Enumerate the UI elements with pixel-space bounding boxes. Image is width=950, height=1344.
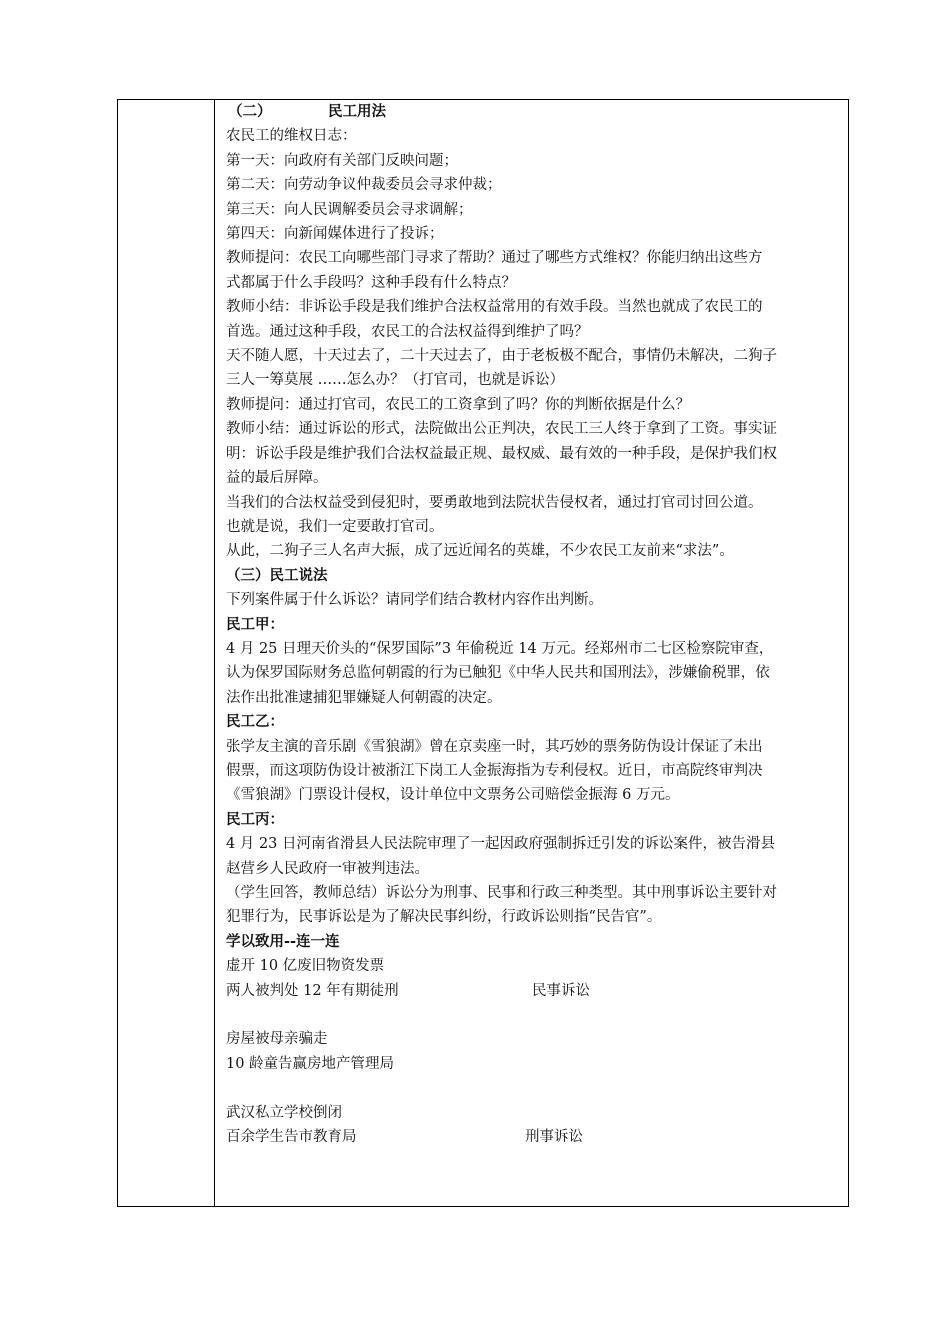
left-column (118, 100, 215, 1206)
summary-line-1: （学生回答，教师总结）诉讼分为刑事、民事和行政三种类型。其中刑事诉讼主要针对 (226, 885, 777, 901)
teacher-summary-2-line-1: 教师小结：通过诉讼的形式，法院做出公正判决，农民工三人终于拿到了工资。事实证 (226, 421, 777, 438)
match-group-3-line-2: 百余学生告市教育局 (226, 1129, 357, 1146)
day-3: 第三天：向人民调解委员会寻求调解； (226, 201, 473, 218)
rights-line-2: 也就是说，我们一定要敢打官司。 (226, 518, 444, 535)
section-2-heading (226, 100, 844, 124)
teacher-question-1-line-1: 教师提问：农民工向哪些部门寻求了帮助？通过了哪些方式维权？你能归纳出这些方 (226, 250, 763, 267)
match-option-criminal: 刑事诉讼 (525, 1129, 583, 1146)
case-c-line-2: 赵营乡人民政府一审被判违法。 (226, 860, 429, 877)
match-option-civil: 民事诉讼 (532, 982, 590, 999)
case-a-line-1: 4 月 25 日理天价头的“保罗国际”3 年偷税近 14 万元。经郑州市二七区检察院审查， (226, 640, 774, 657)
lesson-content (226, 100, 844, 1149)
section-2-title: 民工用法 (328, 103, 386, 120)
match-group-2-line-1: 房屋被母亲骗走 (226, 1031, 328, 1048)
match-group-1-line-1: 虚开 10 亿废旧物资发票 (226, 958, 385, 975)
teacher-summary-2-line-2: 明：诉讼手段是维护我们合法权益最正规、最权威、最有效的一种手段，是保护我们权 (226, 445, 777, 462)
day-4: 第四天：向新闻媒体进行了投诉； (226, 226, 444, 243)
case-b-line-1: 张学友主演的音乐剧《雪狼湖》曾在京卖座一时，其巧妙的票务防伪设计保证了未出 (226, 738, 763, 755)
case-b-line-2: 假票，而这项防伪设计被浙江下岗工人金振海指为专利侵权。近日，市高院终审判决 (226, 762, 763, 779)
section-2-number: （二） (228, 103, 272, 120)
match-group-3-line-1: 武汉私立学校倒闭 (226, 1104, 342, 1121)
rights-line-1: 当我们的合法权益受到侵犯时，要勇敢地到法院状告侵权者，通过打官司讨回公道。 (226, 494, 763, 511)
lesson-table (117, 99, 849, 1207)
case-a-label: 民工甲： (226, 615, 284, 633)
match-group-1-line-2-row (226, 979, 844, 1003)
case-a-line-3: 法作出批准逮捕犯罪嫌疑人何朝霞的决定。 (226, 689, 502, 706)
spacer (226, 1003, 844, 1027)
day-2: 第二天：向劳动争议仲裁委员会寻求仲裁； (226, 177, 502, 194)
teacher-summary-1-line-2: 首选。通过这种手段，农民工的合法权益得到维护了吗？ (226, 323, 589, 340)
case-b-line-3: 《雪狼湖》门票设计侵权，设计单位中文票务公司赔偿金振海 6 万元。 (226, 787, 680, 804)
day-1: 第一天：向政府有关部门反映问题； (226, 152, 458, 169)
match-group-2-line-2: 10 龄童告赢房地产管理局 (226, 1055, 395, 1072)
story-line-2: 三人一筹莫展 ……怎么办？（打官司，也就是诉讼） (226, 372, 565, 389)
case-b-label: 民工乙： (226, 713, 284, 731)
teacher-summary-2-line-3: 益的最后屏障。 (226, 470, 328, 487)
diary-title: 农民工的维权日志： (226, 128, 357, 145)
spacer (226, 1076, 844, 1100)
hero-line: 从此，二狗子三人名声大振，成了远近闻名的英雄，不少农民工友前来“求法”。 (226, 543, 734, 560)
case-c-line-1: 4 月 23 日河南省滑县人民法院审理了一起因政府强制拆迁引发的诉讼案件，被告滑县 (226, 836, 776, 853)
match-group-1-line-2: 两人被判处 12 年有期徒刑 (226, 982, 399, 999)
teacher-question-1-line-2: 式都属于什么手段吗？这种手段有什么特点？ (226, 274, 516, 291)
story-line-1: 天不随人愿，十天过去了，二十天过去了，由于老板极不配合，事情仍未解决，二狗子 (226, 348, 777, 365)
case-c-label: 民工丙： (226, 810, 284, 828)
match-group-3-line-2-row (226, 1125, 844, 1149)
match-title: 学以致用--连一连 (226, 932, 340, 950)
teacher-summary-1-line-1: 教师小结：非诉讼手段是我们维护合法权益常用的有效手段。当然也就成了农民工的 (226, 299, 763, 316)
teacher-question-2: 教师提问：通过打官司，农民工的工资拿到了吗？你的判断依据是什么？ (226, 396, 690, 413)
task-line: 下列案件属于什么诉讼？请同学们结合教材内容作出判断。 (226, 592, 603, 609)
section-3-heading: （三）民工说法 (226, 566, 328, 584)
summary-line-2: 犯罪行为，民事诉讼是为了解决民事纠纷，行政诉讼则指“民告官”。 (226, 909, 662, 926)
case-a-line-2: 认为保罗国际财务总监何朝霞的行为已触犯《中华人民共和国刑法》，涉嫌偷税罪，依 (226, 665, 770, 682)
